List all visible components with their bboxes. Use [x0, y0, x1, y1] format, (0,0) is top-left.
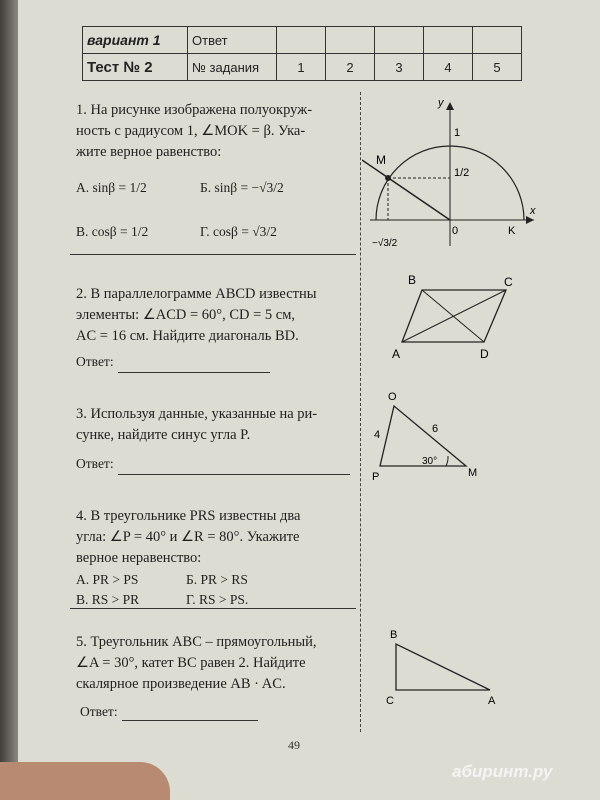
separator — [70, 608, 356, 609]
q5-line: скалярное произведение AB · AC. — [76, 676, 286, 692]
q2-answer-field[interactable] — [118, 372, 270, 373]
task-number: 5 — [473, 54, 522, 81]
answer-cell[interactable] — [277, 27, 326, 54]
answer-cell[interactable] — [473, 27, 522, 54]
label-d: D — [480, 347, 489, 361]
q4-line: угла: ∠P = 40° и ∠R = 80°. Укажите — [76, 529, 300, 545]
q1-option-g[interactable]: Г. cosβ = √3/2 — [200, 224, 277, 239]
label-m: M — [468, 467, 478, 479]
q4-line: 4. В треугольнике PRS известны два — [76, 508, 301, 524]
label-m: M — [376, 153, 386, 167]
label-neg-root: −√3/2 — [372, 238, 398, 249]
y-label: y — [438, 97, 444, 109]
finger — [0, 762, 170, 800]
q4-option-b[interactable]: Б. PR > RS — [186, 572, 248, 587]
q4-option-g[interactable]: Г. RS > PS. — [186, 592, 249, 607]
q5-answer-field[interactable] — [122, 720, 258, 721]
q3-answer-field[interactable] — [118, 474, 350, 475]
q3-line: сунке, найдите синус угла P. — [76, 427, 251, 443]
q3-text — [76, 404, 317, 446]
task-number: 2 — [326, 54, 375, 81]
answer-table — [82, 26, 522, 81]
q1-option-a[interactable]: А. sinβ = 1/2 — [76, 180, 147, 195]
page-number: 49 — [288, 738, 300, 752]
q1-text — [76, 100, 312, 163]
label-side4: 4 — [374, 429, 381, 441]
q2-answer-label: Ответ: — [76, 354, 114, 369]
q4-option-v[interactable]: В. RS > PR — [76, 592, 140, 607]
answer-cell[interactable] — [424, 27, 473, 54]
q1-option-v[interactable]: В. cosβ = 1/2 — [76, 224, 149, 239]
label-p: P — [372, 471, 380, 483]
q2-text — [76, 284, 316, 347]
triangle-abc — [396, 644, 490, 690]
book-spine — [0, 0, 18, 800]
label-b: B — [408, 273, 417, 287]
q5-figure — [380, 624, 510, 710]
label-k: K — [508, 225, 516, 237]
q5-text — [76, 632, 317, 695]
label-half: 1/2 — [454, 167, 470, 179]
label-o: O — [388, 391, 397, 403]
q3-answer-label: Ответ: — [76, 456, 114, 471]
diagonal-bd — [422, 290, 484, 342]
label-side6: 6 — [432, 423, 439, 435]
angle-arc — [446, 456, 448, 466]
separator — [70, 254, 356, 255]
q1-line: ность с радиусом 1, ∠MOK = β. Ука- — [76, 123, 306, 139]
q2-line: 2. В параллелограмме ABCD известны — [76, 286, 317, 302]
q1-line: жите верное равенство: — [76, 144, 222, 160]
q5-line: 5. Треугольник ABC – прямоугольный, — [76, 634, 317, 650]
answer-row-label: Ответ — [188, 27, 277, 54]
q4-line: верное неравенство: — [76, 550, 202, 566]
label-angle: 30° — [422, 456, 438, 467]
q2-figure — [388, 272, 518, 364]
task-number: 1 — [277, 54, 326, 81]
label-a: A — [488, 695, 496, 707]
label-c: C — [386, 695, 394, 707]
label-o: 0 — [452, 225, 459, 237]
q4-option-a[interactable]: А. PR > PS — [76, 572, 139, 587]
test-label: Тест № 2 — [83, 54, 188, 81]
q3-line: 3. Используя данные, указанные на ри- — [76, 406, 318, 422]
q1-figure — [362, 96, 542, 266]
q5-line: ∠A = 30°, катет BC равен 2. Найдите — [76, 655, 306, 671]
answer-cell[interactable] — [326, 27, 375, 54]
answer-cell[interactable] — [375, 27, 424, 54]
q1-line: 1. На рисунке изображена полуокруж- — [76, 102, 313, 118]
task-number: 4 — [424, 54, 473, 81]
label-one: 1 — [454, 127, 461, 139]
task-row-label: № задания — [188, 54, 277, 81]
q1-option-b[interactable]: Б. sinβ = −√3/2 — [200, 180, 284, 195]
segment-om — [362, 160, 450, 220]
variant-label: вариант 1 — [83, 27, 188, 54]
q2-line: элементы: ∠ACD = 60°, CD = 5 см, — [76, 307, 296, 323]
q5-answer-label: Ответ: — [80, 704, 118, 719]
q3-figure — [366, 386, 496, 484]
label-a: A — [392, 347, 401, 361]
label-c: C — [504, 275, 513, 289]
x-label: x — [530, 205, 536, 217]
x-axis-arrow-icon — [526, 216, 534, 224]
y-axis-arrow-icon — [446, 102, 454, 110]
task-number: 3 — [375, 54, 424, 81]
watermark-logo: абиринт.ру — [452, 762, 553, 781]
label-b: B — [390, 629, 398, 641]
q4-text — [76, 506, 300, 569]
q2-line: AC = 16 см. Найдите диагональ BD. — [76, 328, 299, 344]
column-divider — [360, 92, 361, 732]
diagonal-ac — [402, 290, 506, 342]
